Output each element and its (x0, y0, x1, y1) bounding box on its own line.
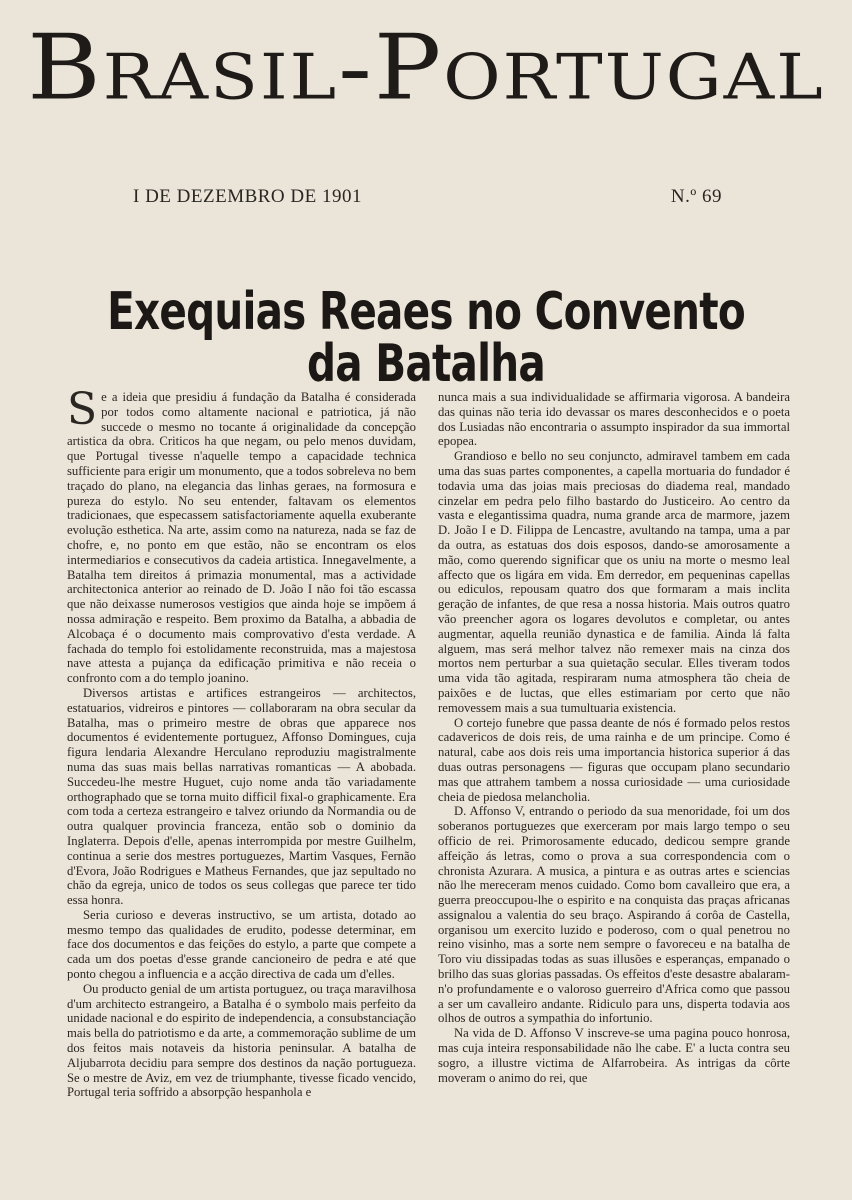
dateline (133, 186, 722, 208)
paragraph: Na vida de D. Affonso V inscreve-se uma pagina pouco honrosa, mas cuja inteira responsabilidade não lhe cabe. E' a lucta contra seu sogro, a illustre victima de Alfarrobeira. As intrigas da côrte moveram o animo do rei, que (438, 1026, 790, 1085)
paragraph: Grandioso e bello no seu conjuncto, admiravel tambem em cada uma das suas partes componentes, a capella mortuaria do fundador é todavia uma das joias mais preciosas do diadema real, mandado cinzelar em pedra pelo filho bastardo do Justiceiro. Ao centro da vasta e elegantissima quadra, numa grande arca de marmore, jazem D. João I e D. Filippa de Lencastre, avultando na tampa, uma a par da outra, as estatuas dos dois esposos, dando-se amorosamente a mão, como querendo significar que os uniu na morte o mesmo leal affecto que os ligára em vida. Em derredor, em pequeninas capellas ou ediculos, repousam quatro dos que formaram a mais inclita geração de infantes, de que resa a nossa historia. Mais outros quatro vão preencher agora os logares devolutos e completar, ou antes augmentar, aquella reunião dynastica e de familia. Ainda lá falta alguem, mas será melhor talvez não remexer mais na cinza dos mortos nem perturbar a sua quietação secular. Elles tiveram todos uma vida tão agitada, respiraram numa atmosphera tão cheia de paixões e de luctas, que elles estimariam por certo que não removessem mais a sua tumultuaria existencia. (438, 449, 790, 715)
paragraph: nunca mais a sua individualidade se affirmaria vigorosa. A bandeira das quinas não teria ido devassar os mares desconhecidos e o poeta dos Lusiadas não encontraria o assumpto inspirador da sua immortal epopea. (438, 390, 790, 449)
paragraph: Diversos artistas e artifices estrangeiros — architectos, estatuarios, vidreiros e pintores — collaboraram na obra secular da Batalha, mas o primeiro mestre de obras que apparece nos documentos é evidentemente portuguez, Affonso Domingues, cuja figura lendaria Alexandre Herculano reproduziu magistralmente numa das suas mais bellas narrativas romanticas — A abobada. Succedeu-lhe mestre Huguet, cujo nome anda tão variadamente orthographado que se torna muito difficil fixal-o graphicamente. Era com toda a certeza estrangeiro e talvez oriundo da Normandia ou de outra qualquer provincia franceza, então sob o dominio da Inglaterra. Depois d'elle, apenas interrompida por mestre Guilhelm, continua a serie dos mestres portuguezes, Martim Vasques, Fernão d'Evora, João Rodrigues e Matheus Fernandes, que jaz sepultado no chão da egreja, unico de todos os seus collegas que parece ter tido essa honra. (67, 685, 416, 908)
article-column-left (67, 384, 416, 1100)
paragraph: Ou producto genial de um artista portuguez, ou traça maravilhosa d'um architecto estrangeiro, a Batalha é o symbolo mais perfeito da unidade nacional e do espirito de independencia, a consubstanciação mais bella do patriotismo e da arte, a commemoração sublime de um dos feitos mais notaveis da historia peninsular. A batalha de Aljubarrota decidiu para sempre dos destinos da nação portugueza. Se o mestre de Aviz, em vez de triumphante, tivesse ficado vencido, Portugal teria soffrido a absorpção hespanhola e (67, 981, 416, 1100)
paragraph: D. Affonso V, entrando o periodo da sua menoridade, foi um dos soberanos portuguezes que exerceram por mais largo tempo o seu officio de rei. Primorosamente educado, dedicou sempre grande affeição ás letras, como o prova a sua correspondencia com o chronista Azurara. A musica, a pintura e as outras artes e sciencias não lhe mereceram menos cuidado. Como bom cavalleiro que era, a guerra preoccupou-lhe o espirito e na conquista das praças africanas assignalou a valentia do seu braço. Aspirando á corôa de Castella, organisou um exercito luzido e poderoso, com o qual penetrou no reino visinho, mas a sorte nem sempre o favoreceu e na batalha de Toro viu dissipadas todas as suas illusões e esperanças, empanado o brilho das suas glorias passadas. Os effeitos d'este desastre abalaram-n'o profundamente e o valoroso guerreiro d'Africa como que passou a ser um cavalleiro andante. Ridiculo para uns, disperta todavia aos olhos de outros a sympathia do infortunio. (438, 804, 790, 1026)
masthead-title: Brasil-Portugal (27, 14, 825, 121)
issue-date: I DE DEZEMBRO DE 1901 (133, 186, 362, 207)
drop-cap: S (67, 384, 98, 435)
article-headline: Exequias Reaes no Convento da Batalha (107, 282, 745, 394)
paragraph: Seria curioso e deveras instructivo, se um artista, dotado ao mesmo tempo das qualidades de erudito, podesse determinar, em face dos documentos e das feições do estylo, a parte que compete a cada um dos poetas d'esse grande cancioneiro de pedra e até que ponto chegou a influencia e a acção directiva de cada um d'elles. (67, 907, 416, 982)
article-column-right (438, 390, 790, 1085)
paragraph: Se a ideia que presidiu á fundação da Batalha é considerada por todos como altamente nacional e patriotica, já não succede o mesmo no tocante á originalidade da concepção artistica da obra. Criticos ha que negam, ou pelo menos duvidam, que Portugal tivesse n'aquelle tempo a capacidade technica sufficiente para erigir um monumento, que a todos sobreleva no bem traçado do plano, na elegancia das linhas geraes, na formosura e pureza do estylo. No seu entender, faltavam os elementos tradicionaes, que especassem satisfactoriamente aquella exuberante evolução esthetica. Na arte, assim como na natureza, nada se faz de chofre, e, no ponto em que estão, não se encontram os elos intermediarios e consecutivos da cadeia artistica. Innegavelmente, a Batalha tem direitos á primazia monumental, mas a actividade architectonica anterior ao reinado de D. João I não foi tão escassa que não deixasse numerosos vestigios que ainda hoje se impõem á nossa admiração e respeito. Bem proximo da Batalha, a abbadia de Alcobaça é o documento mais comprovativo d'esta verdade. A fachada do templo foi estolidamente reconstruida, mas a majestosa nave attesta a pujança da edificação primitiva e não receia o confronto com a do templo joanino. (67, 384, 416, 686)
issue-number: N.º 69 (670, 186, 722, 207)
paragraph: O cortejo funebre que passa deante de nós é formado pelos restos cadavericos de dois reis, de uma rainha e de um principe. Como é natural, cabe aos dois reis uma importancia historica superior á das duas outras personagens — figuras que occupam plano secundario mas que attrahem tambem a nossa curiosidade — uma curiosidade cheia de piedosa melancholia. (438, 715, 790, 804)
